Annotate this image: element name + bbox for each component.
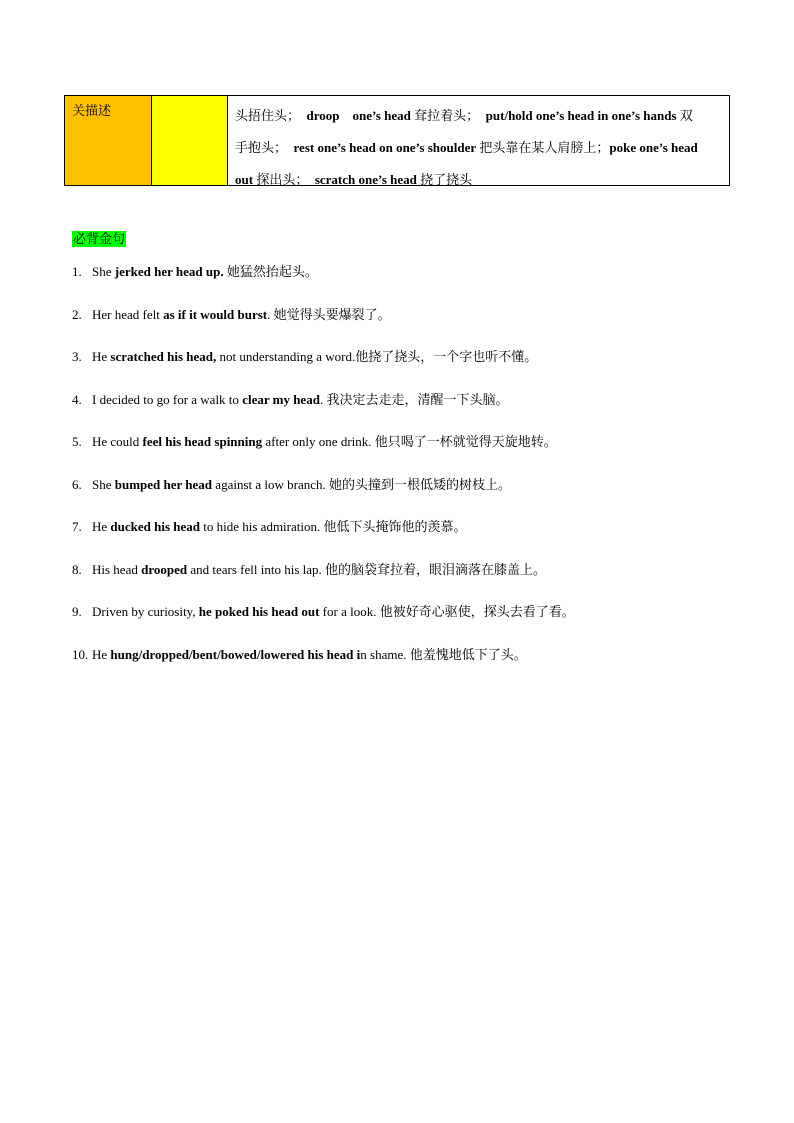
table-label: 关描述: [72, 103, 112, 118]
table-empty-cell: [152, 96, 228, 186]
list-item: [72, 561, 752, 604]
sentence-bold: he poked his head out: [198, 604, 320, 619]
sentence-bold: ducked his head: [110, 519, 201, 534]
phrase-bold: scratch one’s head: [314, 172, 417, 187]
sentence-text: His head: [92, 561, 142, 577]
list-number: 10.: [72, 646, 89, 662]
sentence-text: He: [92, 349, 111, 364]
list-item: [72, 603, 752, 646]
list-item: [72, 263, 752, 306]
phrase-bold: droop one’s head: [306, 108, 411, 123]
phrase-text: 挠了挠头: [416, 172, 473, 187]
sentence-bold: hung/dropped/bent/bowed/lowered his head i: [110, 646, 361, 662]
sentence-text: . 她觉得头要爆裂了。: [267, 306, 391, 322]
sentence-bold: as if it would burst: [163, 306, 268, 322]
list-number: 5.: [72, 434, 82, 449]
sentence-text: after only one drink. 他只喝了一杯就觉得天旋地转。: [262, 434, 557, 449]
sentence-text: Driven by curiosity,: [92, 604, 199, 619]
list-number: 6.: [72, 476, 82, 492]
phrase-bold: poke one’s head: [609, 140, 698, 155]
section-heading: 必背金句: [73, 231, 126, 246]
sentence-text: and tears fell into his lap. 他的脑袋耷拉着，眼泪滴落在膝盖上。: [187, 561, 547, 577]
sentence-text: for a look. 他被好奇心驱使，探头去看了看。: [319, 604, 575, 619]
sentence-text: not understanding a word.他挠了挠头，一个字也听不懂。: [216, 349, 538, 364]
sentence-text: Her head felt: [92, 306, 164, 322]
sentence-text: He could: [92, 434, 143, 449]
table-content: [228, 96, 729, 185]
table-label-cell: [65, 96, 152, 186]
sentence-text: against a low branch. 她的头撞到一根低矮的树枝上。: [212, 476, 512, 492]
sentence-text: n shame. 他羞愧地低下了头。: [360, 646, 527, 662]
vocab-table: [64, 95, 730, 186]
vocab-table-row: [65, 96, 730, 186]
list-number: 8.: [72, 561, 82, 577]
sentence-text: . 我决定去走走，清醒一下头脑。: [319, 391, 509, 407]
list-item: [72, 433, 752, 476]
table-content-line: [235, 100, 723, 132]
list-number: 3.: [72, 349, 82, 364]
phrase-text: 探出头；: [253, 172, 315, 187]
phrase-bold: out: [235, 172, 254, 187]
sentence-text: I decided to go for a walk to: [92, 391, 243, 407]
list-item: [72, 476, 752, 519]
sentence-bold: feel his head spinning: [142, 434, 263, 449]
list-item: [72, 391, 752, 434]
sentence-bold: scratched his head,: [110, 349, 217, 364]
table-content-line: [235, 164, 723, 196]
phrase-bold: put/hold one’s head in one’s hands: [485, 108, 677, 123]
list-number: 7.: [72, 519, 82, 534]
sentence-bold: clear my head: [242, 391, 320, 407]
phrase-bold: rest one’s head on one’s shoulder: [293, 140, 477, 155]
list-number: 4.: [72, 391, 82, 407]
phrase-text: 头捂住头；: [235, 108, 307, 123]
phrase-text: 手抱头；: [235, 140, 294, 155]
phrase-text: 双: [676, 108, 693, 123]
list-number: 1.: [72, 264, 82, 279]
phrase-text: 把头靠在某人肩膀上；: [476, 140, 610, 155]
sentence-bold: jerked her head up.: [114, 264, 224, 279]
list-number: 9.: [72, 604, 82, 619]
sentence-text: to hide his admiration. 他低下头掩饰他的羡慕。: [200, 519, 467, 534]
phrase-text: 耷拉着头；: [410, 108, 486, 123]
sentence-text: He: [92, 646, 111, 662]
list-item: [72, 518, 752, 561]
table-content-line: [235, 132, 723, 164]
sentence-list: [72, 263, 752, 688]
sentence-text: 她猛然抬起头。: [223, 264, 318, 279]
sentence-text: She: [92, 264, 115, 279]
table-content-cell: [228, 96, 730, 186]
list-number: 2.: [72, 306, 82, 322]
sentence-bold: bumped her head: [114, 476, 213, 492]
list-item: [72, 348, 752, 391]
sentence-bold: drooped: [141, 561, 188, 577]
list-item: [72, 306, 752, 349]
sentence-text: He: [92, 519, 111, 534]
list-item: [72, 646, 752, 689]
sentence-text: She: [92, 476, 115, 492]
